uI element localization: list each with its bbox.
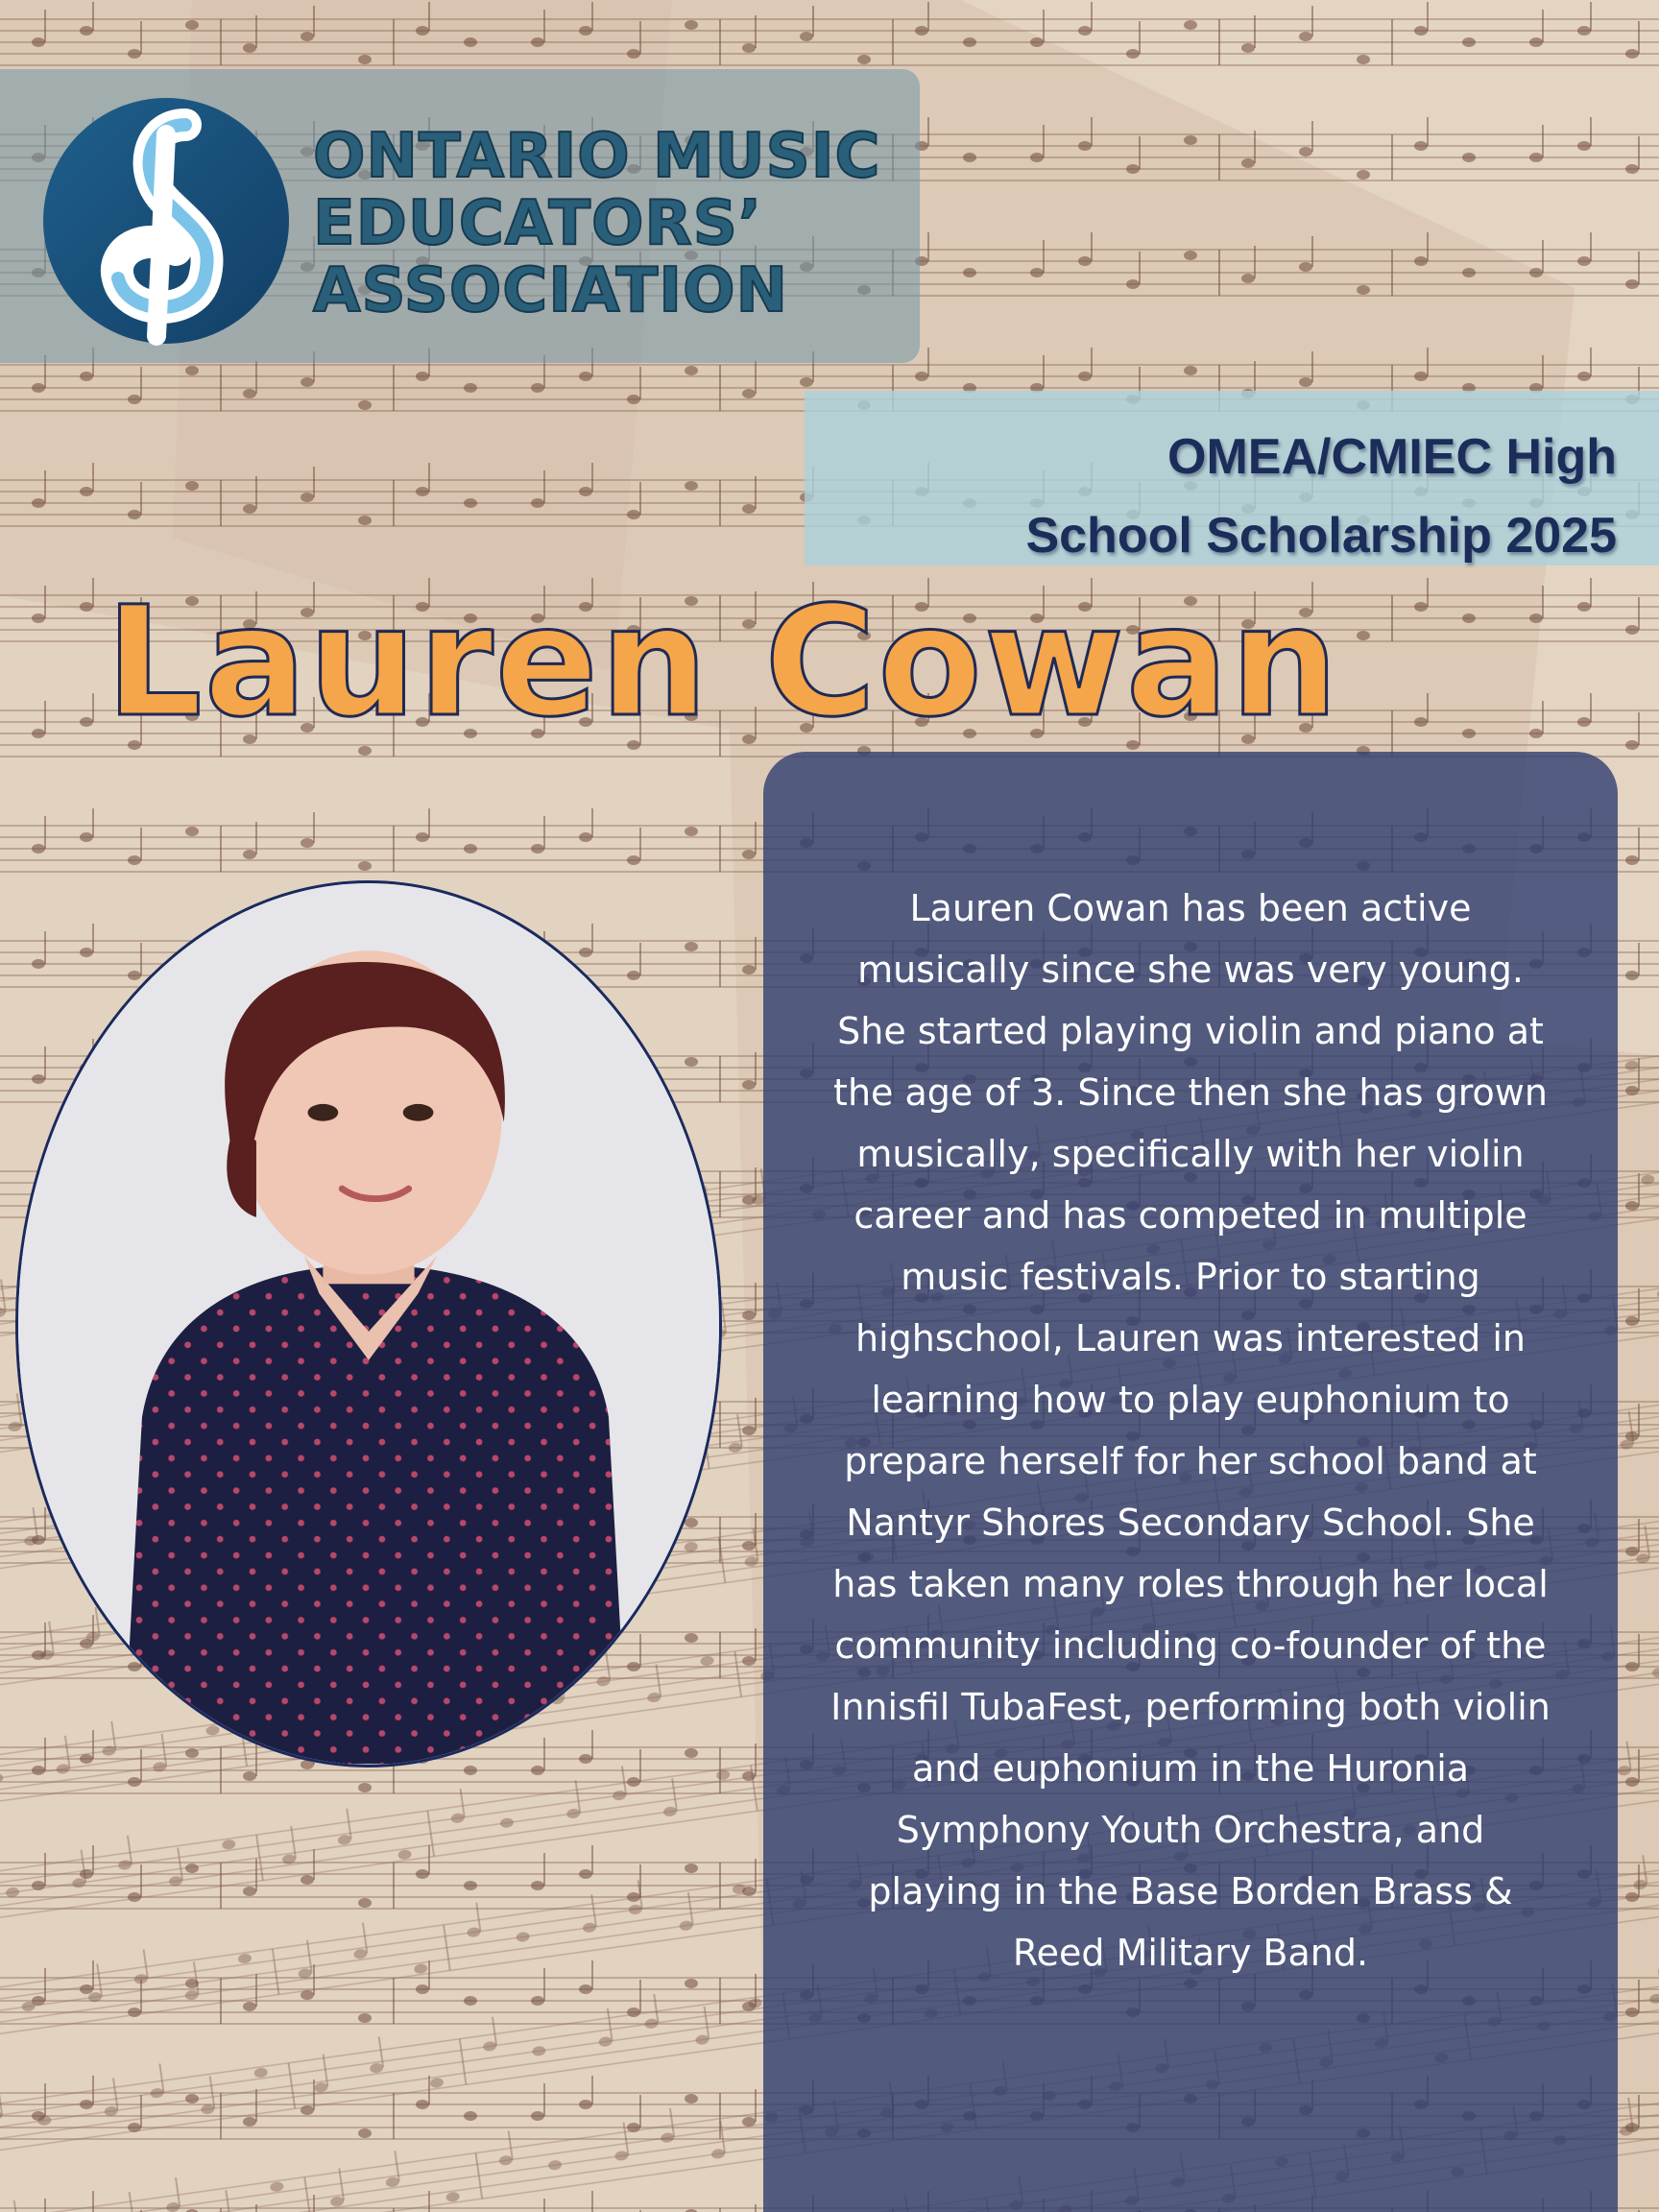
- bio-line: has taken many roles through her local: [832, 1563, 1549, 1605]
- organization-name-line: ONTARIO MUSIC: [313, 121, 881, 192]
- organization-name-line: EDUCATORS’: [313, 188, 763, 259]
- award-title-line: School Scholarship 2025: [1025, 508, 1617, 564]
- bio-line: music festivals. Prior to starting: [901, 1256, 1480, 1298]
- bio-line: community including co-founder of the: [834, 1624, 1547, 1667]
- organization-name: [313, 123, 881, 325]
- portrait-illustration: [18, 883, 719, 1765]
- bio-line: Nantyr Shores Secondary School. She: [846, 1502, 1535, 1544]
- bio-line: Lauren Cowan has been active: [909, 887, 1472, 929]
- bio-line: and euphonium in the Huronia: [911, 1747, 1470, 1790]
- bio-line: career and has competed in multiple: [854, 1194, 1527, 1237]
- bio-line: She started playing violin and piano at: [837, 1010, 1544, 1052]
- award-title: [1025, 418, 1617, 575]
- bio-text: [782, 878, 1599, 1984]
- bio-line: Reed Military Band.: [1012, 1932, 1369, 1974]
- organization-name-line: ASSOCIATION: [313, 255, 789, 326]
- student-portrait: [15, 880, 722, 1767]
- bio-line: musically, specifically with her violin: [856, 1133, 1525, 1175]
- bio-line: highschool, Lauren was interested in: [855, 1317, 1526, 1359]
- bio-line: learning how to play euphonium to: [871, 1379, 1510, 1421]
- student-name: Lauren Cowan: [106, 574, 1340, 751]
- bio-line: the age of 3. Since then she has grown: [833, 1071, 1548, 1114]
- bio-line: Symphony Youth Orchestra, and: [896, 1809, 1485, 1851]
- treble-clef-icon: [41, 96, 291, 346]
- bio-line: playing in the Base Borden Brass &: [868, 1870, 1513, 1912]
- bio-line: Innisfil TubaFest, performing both violin: [830, 1686, 1551, 1728]
- award-title-line: OMEA/CMIEC High: [1167, 429, 1617, 485]
- bio-line: musically since she was very young.: [857, 949, 1524, 991]
- bio-line: prepare herself for her school band at: [844, 1440, 1537, 1482]
